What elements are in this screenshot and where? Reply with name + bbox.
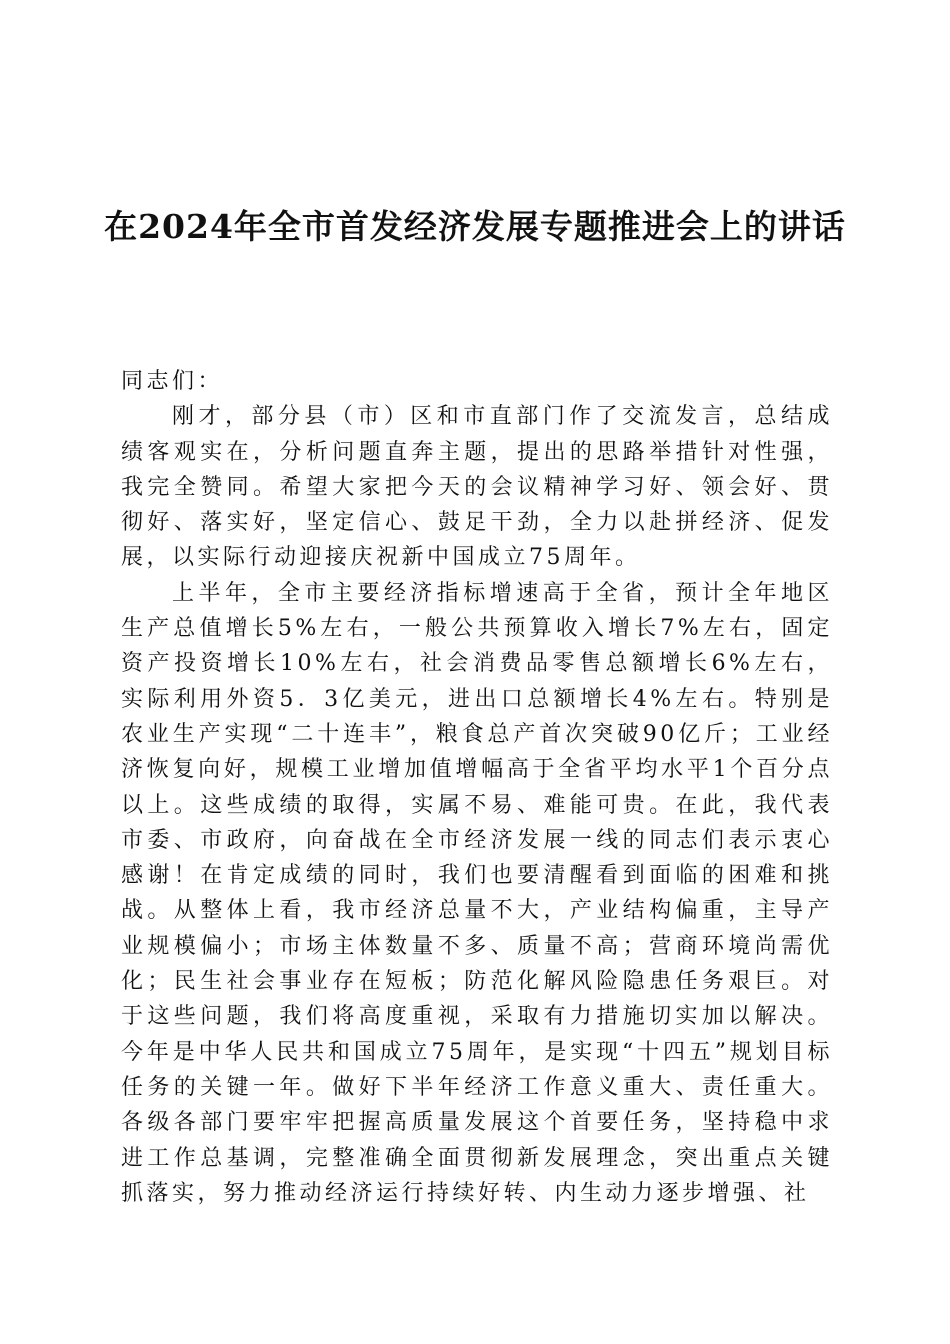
- paragraph-1: 刚才，部分县（市）区和市直部门作了交流发言，总结成绩客观实在，分析问题直奔主题，提出的思路举措针对性强，我完全赞同。希望大家把今天的会议精神学习好、领会好、贯彻好、落实好，坚定信心、鼓足干劲，全力以赴拼经济、促发展，以实际行动迎接庆祝新中国成立75周年。: [121, 404, 833, 571]
- document-title: 在2024年全市首发经济发展专题推进会上的讲话: [104, 207, 846, 246]
- salutation: 同志们：: [121, 369, 224, 394]
- document-body: [121, 364, 833, 1211]
- paragraph-2: 上半年，全市主要经济指标增速高于全省，预计全年地区生产总值增长5%左右，一般公共预算收入增长7%左右，固定资产投资增长10%左右，社会消费品零售总额增长6%左右，实际利用外资5．3亿美元，进出口总额增长4%左右。特别是农业生产实现“二十连丰”，粮食总产首次突破90亿斤；工业经济恢复向好，规模工业增加值增幅高于全省平均水平1个百分点以上。这些成绩的取得，实属不易、难能可贵。在此，我代表市委、市政府，向奋战在全市经济发展一线的同志们表示衷心感谢！在肯定成绩的同时，我们也要清醒看到面临的困难和挑战。从整体上看，我市经济总量不大，产业结构偏重，主导产业规模偏小；市场主体数量不多、质量不高；营商环境尚需优化；民生社会事业存在短板；防范化解风险隐患任务艰巨。对于这些问题，我们将高度重视，采取有力措施切实加以解决。今年是中华人民共和国成立75周年，是实现“十四五”规划目标任务的关键一年。做好下半年经济工作意义重大、责任重大。各级各部门要牢牢把握高质量发展这个首要任务，坚持稳中求进工作总基调，完整准确全面贯彻新发展理念，突出重点关键抓落实，努力推动经济运行持续好转、内生动力逐步增强、社: [121, 580, 833, 1206]
